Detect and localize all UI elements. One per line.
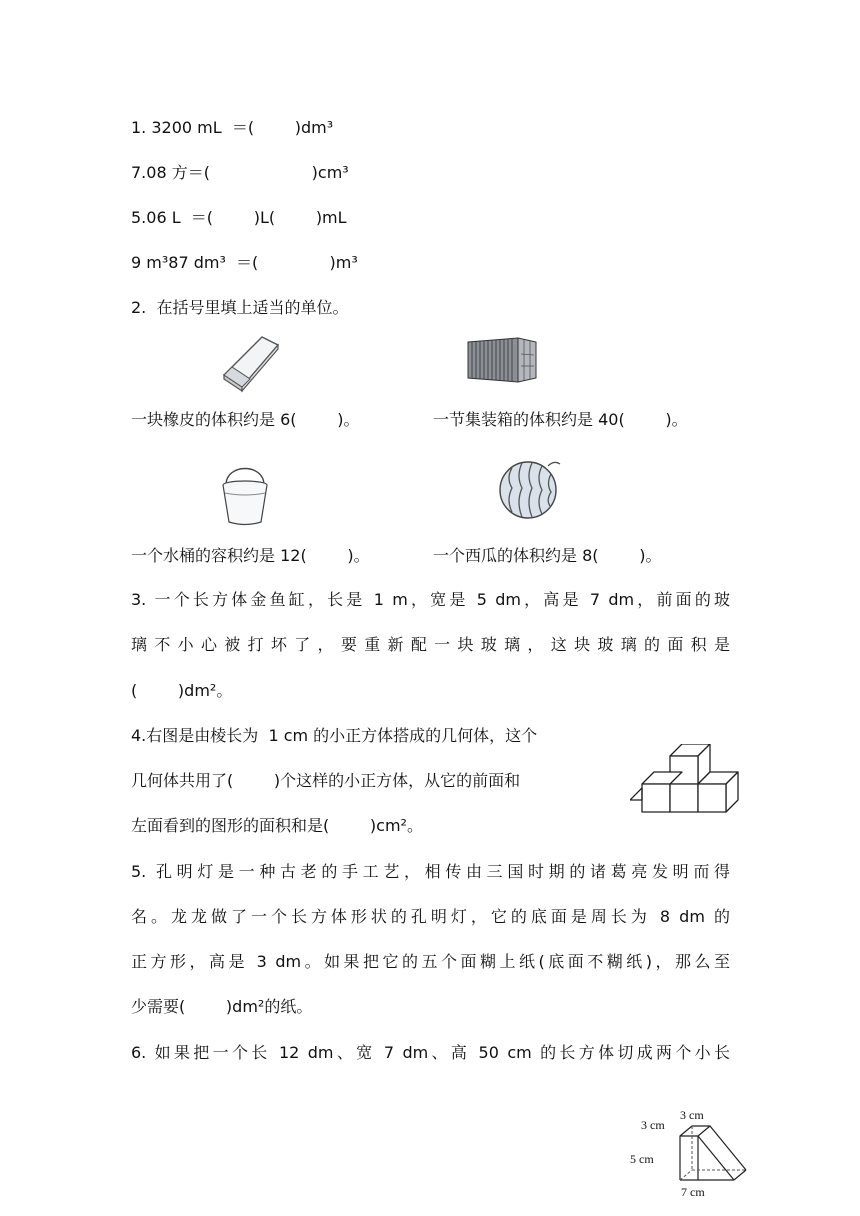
q2-eraser-text: 一块橡皮的体积约是 6( )。 (131, 410, 360, 429)
q5-line-4: 少需要( )dm²的纸。 (131, 997, 313, 1016)
q2-title: 2. 在括号里填上适当的单位。 (131, 298, 349, 317)
q1-line-3: 5.06 L ＝( )L( )mL (131, 208, 347, 227)
q5-line-3: 正方形，高是 3 dm。如果把它的五个面糊上纸(底面不糊纸)，那么至 (131, 952, 730, 971)
q2-container-text: 一节集装箱的体积约是 40( )。 (433, 410, 688, 429)
q6-line-1: 6. 如果把一个长 12 dm、宽 7 dm、高 50 cm 的长方体切成两个小长 (131, 1043, 730, 1062)
bucket-illustration (218, 459, 272, 527)
q5-line-1: 5. 孔明灯是一种古老的手工艺，相传由三国时期的诸葛亮发明而得 (131, 862, 730, 881)
container-illustration (466, 336, 538, 384)
q2-watermelon-text: 一个西瓜的体积约是 8( )。 (433, 546, 662, 565)
q1-line-4: 9 m³87 dm³ ＝( )m³ (131, 253, 358, 272)
q4-line-2: 几何体共用了( )个这样的小正方体，从它的前面和 (131, 771, 521, 790)
q4-line-1: 4.右图是由棱长为 1 cm 的小正方体搭成的几何体，这个 (131, 726, 538, 745)
prism-label-top: 3 cm (680, 1108, 704, 1122)
q4-line-3: 左面看到的图形的面积和是( )cm²。 (131, 816, 423, 835)
prism-figure (630, 1108, 752, 1200)
q3-line-2: 璃不小心被打坏了，要重新配一块玻璃，这块玻璃的面积是 (131, 635, 730, 654)
watermelon-illustration (498, 458, 564, 520)
q1-line-2: 7.08 方＝( )cm³ (131, 163, 349, 182)
q3-line-1: 3. 一个长方体金鱼缸，长是 1 m，宽是 5 dm，高是 7 dm，前面的玻 (131, 590, 730, 609)
prism-label-left: 3 cm (641, 1118, 665, 1132)
q1-line-1: 1. 3200 mL ＝( )dm³ (131, 118, 334, 137)
prism-label-bottom: 7 cm (681, 1185, 705, 1199)
q5-line-2: 名。龙龙做了一个长方体形状的孔明灯，它的底面是周长为 8 dm 的 (131, 907, 730, 926)
eraser-illustration (220, 333, 284, 393)
q3-line-3: ( )dm²。 (131, 681, 233, 700)
prism-label-height: 5 cm (630, 1152, 654, 1166)
q2-bucket-text: 一个水桶的容积约是 12( )。 (131, 546, 370, 565)
cube-stack-figure (630, 744, 740, 824)
